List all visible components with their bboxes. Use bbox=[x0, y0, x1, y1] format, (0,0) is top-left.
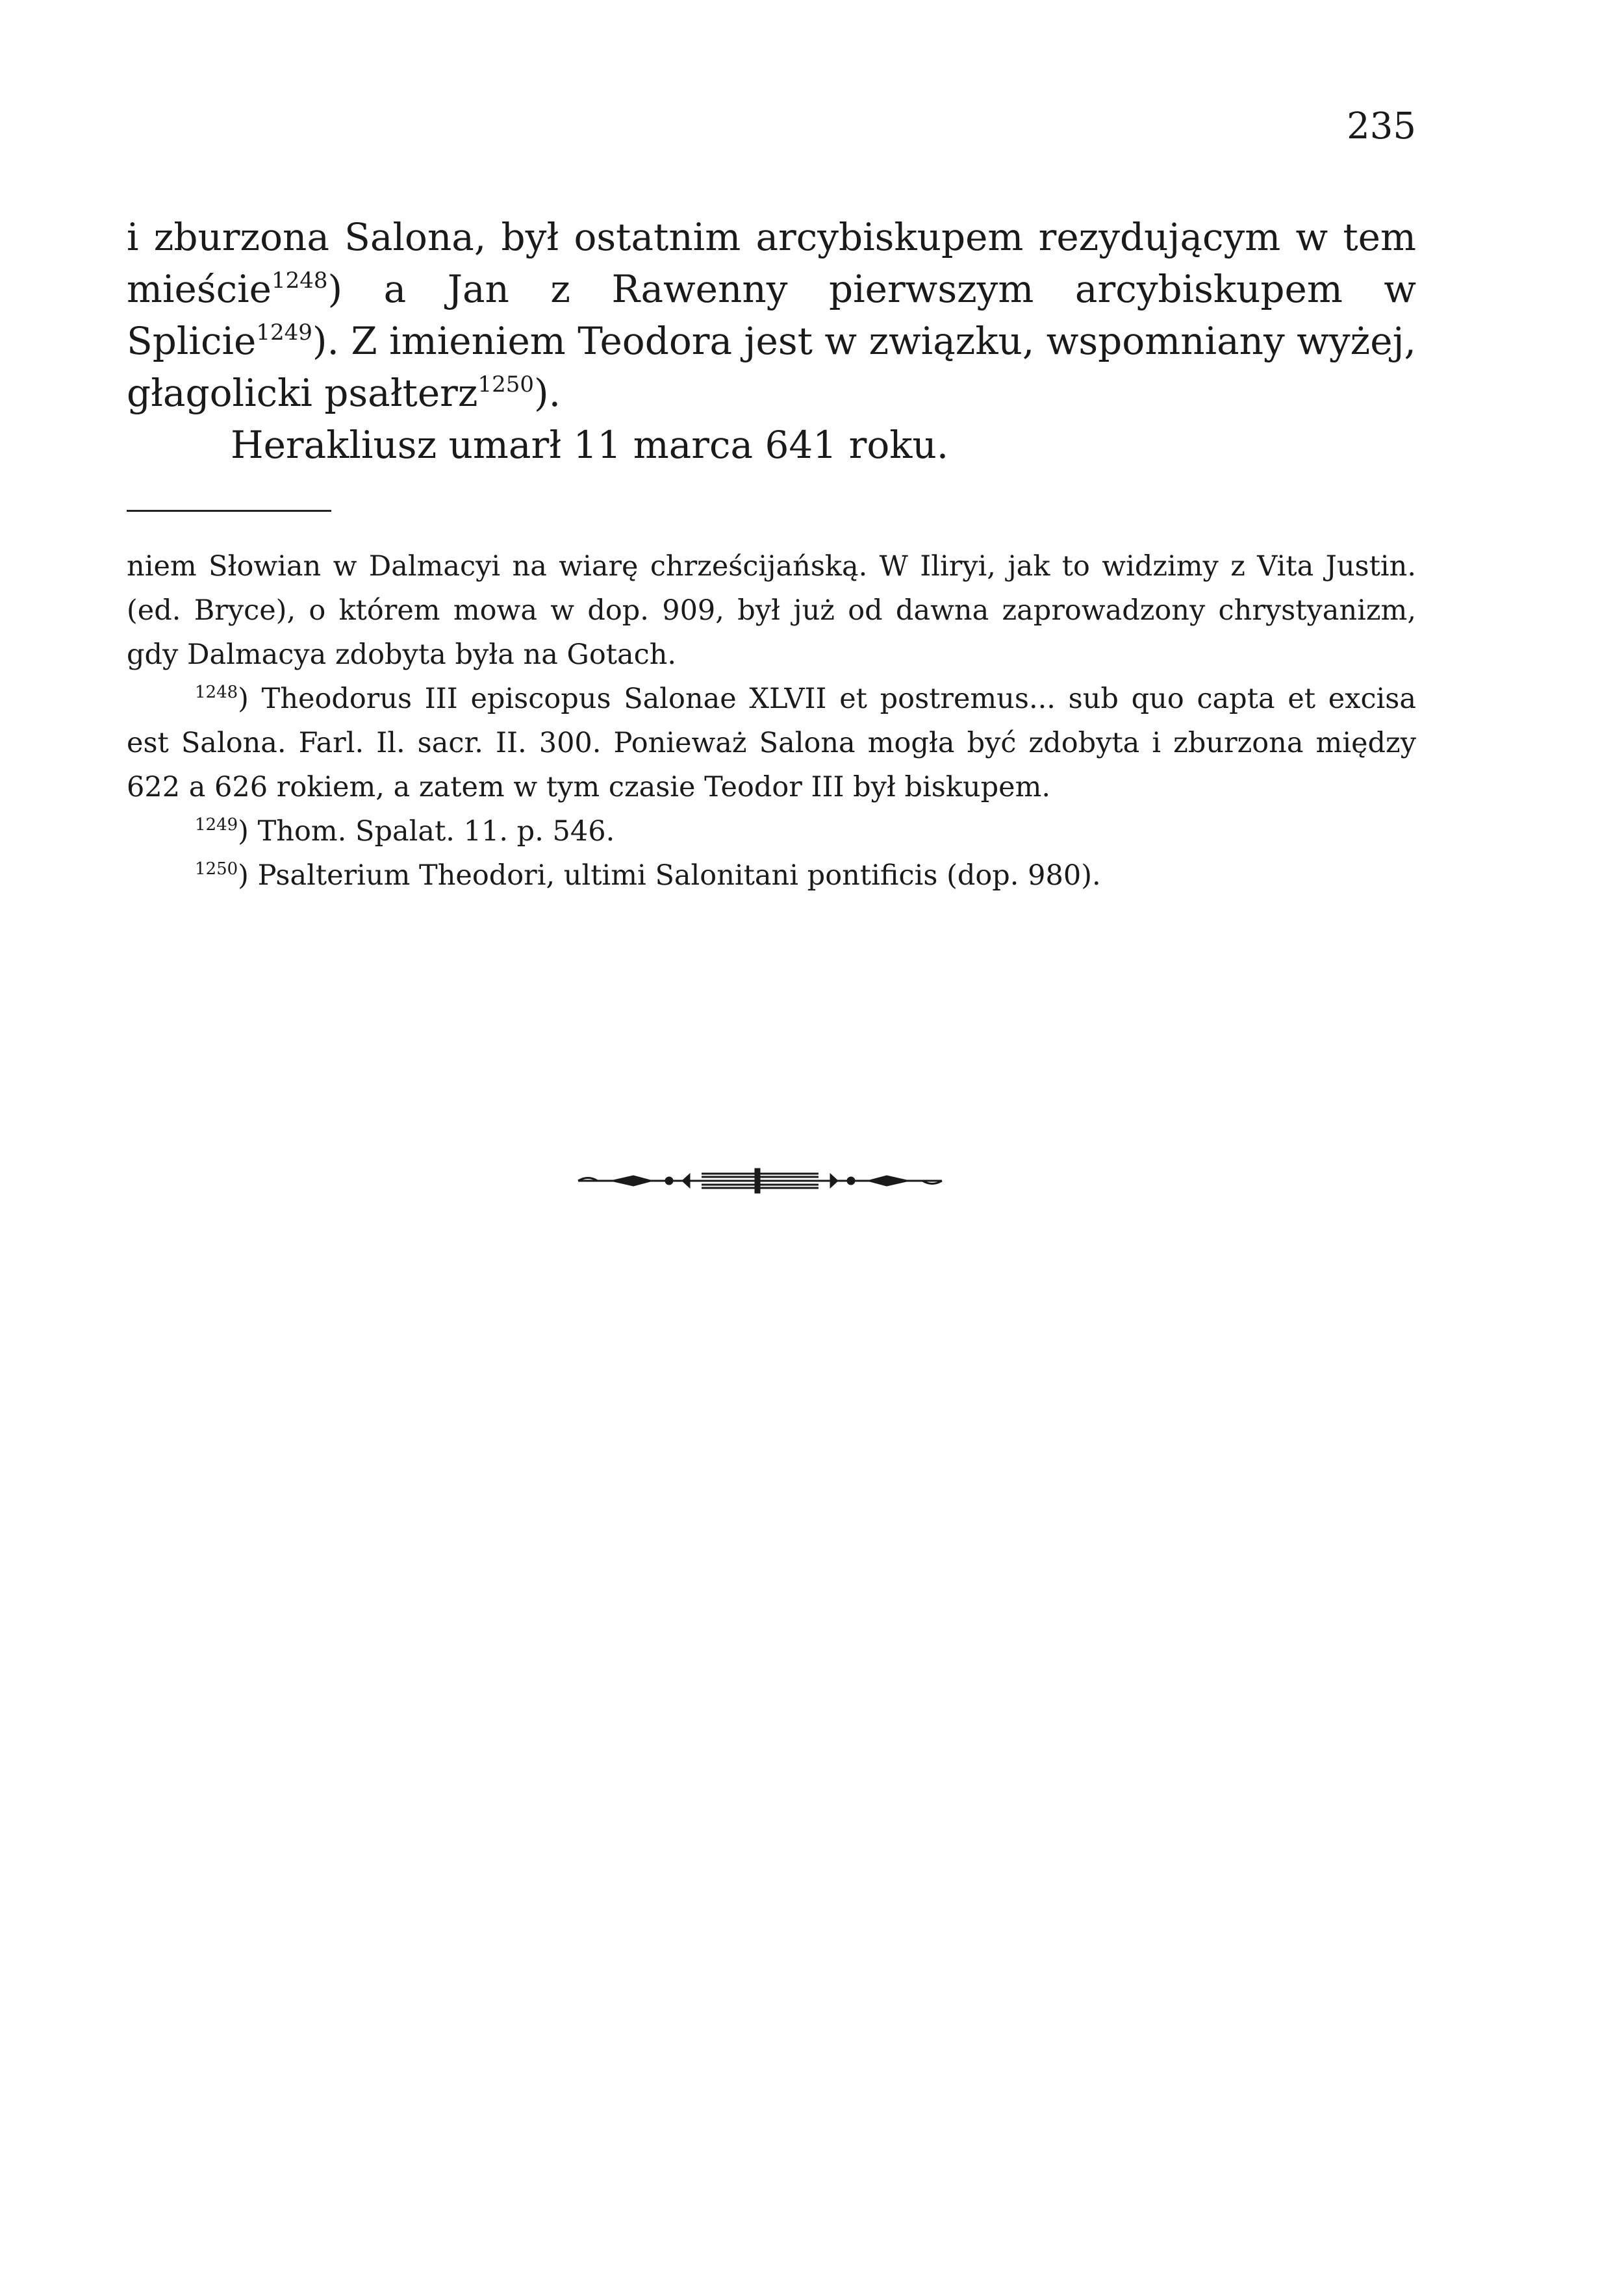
footnote-text: ) Psalterium Theodori, ultimi Salonitani pontificis (dop. 980). bbox=[238, 859, 1101, 892]
footnote-1248 bbox=[127, 677, 1416, 809]
footnote-ref-1250: 1250 bbox=[477, 372, 534, 397]
footnote-separator bbox=[127, 510, 331, 512]
footnote-text: ) Thom. Spalat. 11. p. 546. bbox=[238, 815, 615, 848]
footnote-ref-1249: 1249 bbox=[256, 320, 312, 346]
footnote-ref-1248: 1248 bbox=[272, 268, 328, 294]
paragraph-1-text-4: ). bbox=[534, 371, 561, 415]
footnotes bbox=[127, 544, 1416, 898]
footnote-number: 1248 bbox=[195, 683, 238, 702]
main-text bbox=[127, 211, 1416, 471]
footnote-text: ) Theodorus III episcopus Salonae XLVII et postremus... sub quo capta et excisa est Salona. Farl. Il. sacr. II. 300. Ponieważ Salona mogła być zdobyta i zburzona między 622 a 626 rokiem, a zatem w tym czasie Teodor III był biskupem. bbox=[127, 683, 1416, 803]
paragraph-1 bbox=[127, 211, 1416, 419]
end-of-chapter-ornament-icon bbox=[572, 1166, 948, 1195]
footnote-1249 bbox=[127, 809, 1416, 853]
footnote-number: 1250 bbox=[195, 859, 238, 879]
paragraph-2: Herakliusz umarł 11 marca 641 roku. bbox=[231, 423, 949, 467]
footnote-continuation: niem Słowian w Dalmacyi na wiarę chrześcijańską. W Iliryi, jak to widzimy z Vita Justin. (ed. Bryce), o którem mowa w dop. 909, był już od dawna zaprowadzony chrystyanizm, gdy Dalmacya zdobyta była na Gotach. bbox=[127, 550, 1416, 671]
page-number: 235 bbox=[1347, 105, 1416, 147]
paragraph-1-text-2: ) a Jan z Rawenny pierwszym arcybiskupem w Splicie bbox=[127, 267, 1416, 363]
footnote-number: 1249 bbox=[195, 815, 238, 835]
footnote-1250 bbox=[127, 853, 1416, 898]
paragraph-1-text-1: i zburzona Salona, był ostatnim arcybiskupem rezydującym w tem mieście bbox=[127, 215, 1416, 311]
paragraph-1-text-3: ). Z imieniem Teodora jest w związku, wspomniany wyżej, głagolicki psałterz bbox=[127, 319, 1416, 415]
